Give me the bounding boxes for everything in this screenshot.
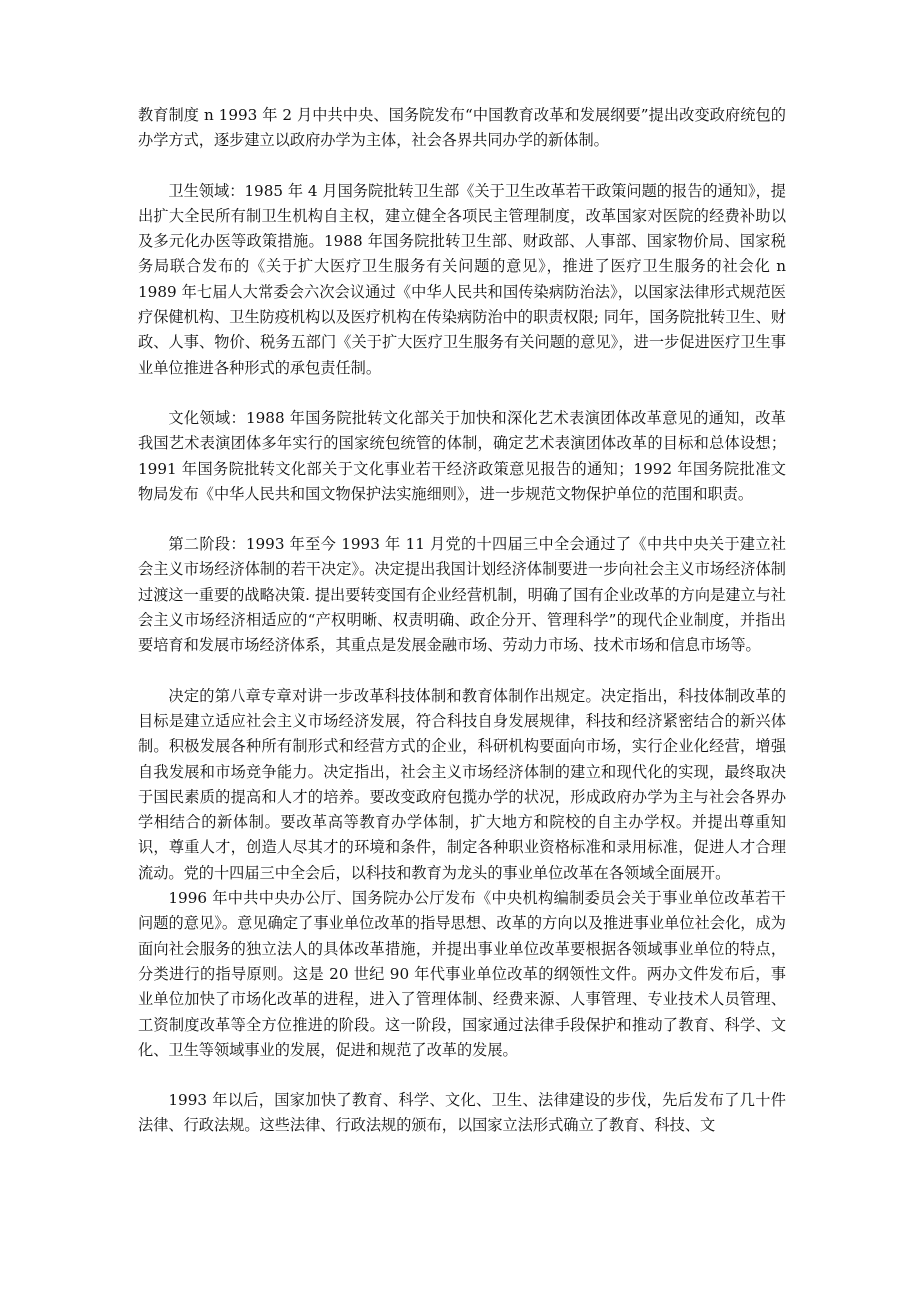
document-body bbox=[138, 103, 786, 1139]
paragraph-1996-opinion: 1996 年中共中央办公厅、国务院办公厅发布《中央机构编制委员会关于事业单位改革若干问题的意见》。意见确定了事业单位改革的指导思想、改革的方向以及推进事业单位社会化，成为面向社会服务的独立法人的具体改革措施，并提出事业单位改革要根据各领域事业单位的特点，分类进行的指导原则。这是 20 世纪 90 年代事业单位改革的纲领性文件。两办文件发布后，事业单位加快了市场化改革的进程，进入了管理体制、经费来源、人事管理、专业技术人员管理、工资制度改革等全方位推进的阶段。这一阶段，国家通过法律手段保护和推动了教育、科学、文化、卫生等领域事业的发展，促进和规范了改革的发展。 bbox=[138, 889, 786, 1059]
paragraph-spacer bbox=[138, 381, 786, 406]
paragraph-chapter-eight: 决定的第八章专章对讲一步改革科技体制和教育体制作出规定。决定指出，科技体制改革的目标是建立适应社会主义市场经济发展，符合科技自身发展规律，科技和经济紧密结合的新兴体制。积极发展各种所有制形式和经营方式的企业，科研机构要面向市场，实行企业化经营，增强自我发展和市场竞争能力。决定指出，社会主义市场经济体制的建立和现代化的实现，最终取决于国民素质的提高和人才的培养。要改变政府包揽办学的状况，形成政府办学为主与社会各界办学相结合的新体制。要改革高等教育办学体制，扩大地方和院校的自主办学权。并提出尊重知识，尊重人才，创造人尽其才的环境和条件，制定各种职业资格标准和录用标准，促进人才合理流动。党的十四届三中全会后，以科技和教育为龙头的事业单位改革在各领域全面展开。 bbox=[138, 686, 786, 882]
paragraph-health-sector: 卫生领域：1985 年 4 月国务院批转卫生部《关于卫生改革若干政策问题的报告的通知》，提出扩大全民所有制卫生机构自主权，建立健全各项民主管理制度，改革国家对医院的经费补助以及多元化办医等政策措施。1988 年国务院批转卫生部、财政部、人事部、国家物价局、国家税务局联合发布的《关于扩大医疗卫生服务有关问题的意见》，推进了医疗卫生服务的社会化 n 1989 年七届人大常委会六次会议通过《中华人民共和国传染病防治法》，以国家法律形式规范医疗保健机构、卫生防疫机构以及医疗机构在传染病防治中的职责权限; 同年，国务院批转卫生、财政、人事、物价、税务五部门《关于扩大医疗卫生服务有关问题的意见》，进一步促进医疗卫生事业单位推进各种形式的承包责任制。 bbox=[138, 181, 786, 377]
paragraph-spacer bbox=[138, 507, 786, 532]
paragraph-spacer bbox=[138, 1063, 786, 1088]
paragraph-spacer bbox=[138, 659, 786, 684]
paragraph-second-stage: 第二阶段：1993 年至今 1993 年 11 月党的十四届三中全会通过了《中共中央关于建立社会主义市场经济体制的若干决定》。决定提出我国计划经济体制要进一步向社会主义市场经济体制过渡这一重要的战略决策. 提出要转变国有企业经营机制，明确了国有企业改革的方向是建立与社会主义市场经济相适应的“产权明晰、权责明确、政企分开、管理科学”的现代企业制度，并指出要培育和发展市场经济体系，其重点是发展金融市场、劳动力市场、技术市场和信息市场等。 bbox=[138, 535, 786, 655]
paragraph-spacer bbox=[138, 154, 786, 179]
paragraph-education-reform: 教育制度 n 1993 年 2 月中共中央、国务院发布“中国教育改革和发展纲要”提出改变政府统包的办学方式，逐步建立以政府办学为主体，社会各界共同办学的新体制。 bbox=[138, 106, 786, 150]
paragraph-after-1993: 1993 年以后，国家加快了教育、科学、文化、卫生、法律建设的步伐，先后发布了几十件法律、行政法规。这些法律、行政法规的颁布，以国家立法形式确立了教育、科技、文 bbox=[138, 1091, 786, 1135]
paragraph-culture-sector: 文化领域：1988 年国务院批转文化部关于加快和深化艺术表演团体改革意见的通知，改革我国艺术表演团体多年实行的国家统包统管的体制，确定艺术表演团体改革的目标和总体设想；1991 年国务院批转文化部关于文化事业若干经济政策意见报告的通知；1992 年国务院批准文物局发布《中华人民共和国文物保护法实施细则》，进一步规范文物保护单位的范围和职责。 bbox=[138, 408, 786, 503]
